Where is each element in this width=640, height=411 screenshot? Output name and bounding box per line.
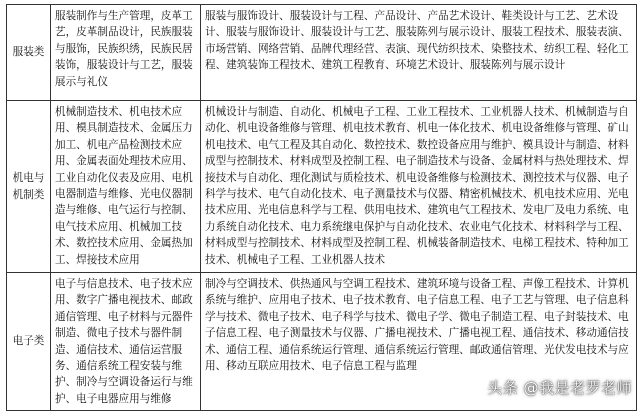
target-majors-cell: 机械设计与制造、自动化、机械电子工程、工业工程技术、工业机器人技术、机械制造与自动化、机电设备维修与管理、机电技术教育、机电一体化技术、机电设备维修与管理、矿山机电技术、电气工程及其自动化、数控技术、数控设备应用与维护、模具设计与制造、材料成型与控制技术、材料成型及控制工程、电子制造技术与设备、金属材料与热处理技术、焊接技术与自动化、理化测试与质检技术、机电设备维修与检测技术、测控技术与仪器、电子科学与技术、电气自动化技术、电子测量技术与仪器、精密机械技术、机电技术应用、光电技术应用、光电信息科学与工程、供用电技术、建筑电气工程技术、发电厂及电力系统、电力系统自动化技术、电力系统继电保护与自动化技术、农业电气化技术、材料科学与工程、材料成型与控制技术、材料成型及控制工程、机械装备制造技术、电梯工程技术、特种加工技术、机械电子工程、工业机器人技术 — [201, 101, 637, 273]
related-majors-cell: 服装制作与生产管理，皮革工艺，皮革制品设计，民族服装与服饰，民族织绣，民族民居装饰，服装设计与工艺，服装展示与礼仪 — [51, 5, 201, 101]
watermark: 头条 @我是老罗老师 — [487, 379, 632, 397]
major-category-table — [6, 4, 637, 411]
category-cell: 机电与机制类 — [7, 101, 51, 273]
target-majors-cell: 制冷与空调技术、供热通风与空调工程技术、建筑环境与设备工程、声像工程技术、计算机系统与维护、应用电子技术、电子技术教育、电子信息工程、电子工艺与管理、电子信息科学与技术、微电子技术、电子科学与技术、微电子学、微电子制造工程、电子封装技术、电子信息工程、电子测量技术与仪器、广播电视技术、广播电视工程、通信技术、移动通信技术、通信工程、通信系统运行管理、通信系统运行管理、邮政通信管理、光伏发电技术与应用、移动互联应用技术、电子信息工程与监理 — [201, 273, 637, 411]
table-row — [7, 5, 637, 101]
category-cell: 电子类 — [7, 273, 51, 411]
category-cell: 服装类 — [7, 5, 51, 101]
related-majors-cell: 机械制造技术、机电技术应用、模具制造技术、金属压力加工、机电产品检测技术应用、金属表面处理技术应用、工业自动化仪表及应用、电机电器制造与维修、光电仪器制造与维修、电气运行与控制、电气技术应用、机械加工技术、数控技术应用、金属热加工、焊接技术应用 — [51, 101, 201, 273]
table-row — [7, 101, 637, 273]
target-majors-cell: 服装与服饰设计、服装设计与工程、产品设计、产品艺术设计、鞋类设计与工艺、艺术设计、服装与服饰设计、服装设计与工艺、服装陈列与展示设计、服装工程技术、服装表演、市场营销、网络营销、品牌代理经营、表演、现代纺织技术、染整技术、纺织工程、轻化工程、建筑装饰工程技术、建筑工程教育、环境艺术设计、服装陈列与展示设计 — [201, 5, 637, 101]
related-majors-cell: 电子与信息技术、电子技术应用、数字广播电视技术、邮政通信管理、电子材料与元器件制造、微电子技术与器件制造、通信技术、通信运营服务、通信系统工程安装与维护、制冷与空调设备运行与维护、电子电器应用与维修 — [51, 273, 201, 411]
